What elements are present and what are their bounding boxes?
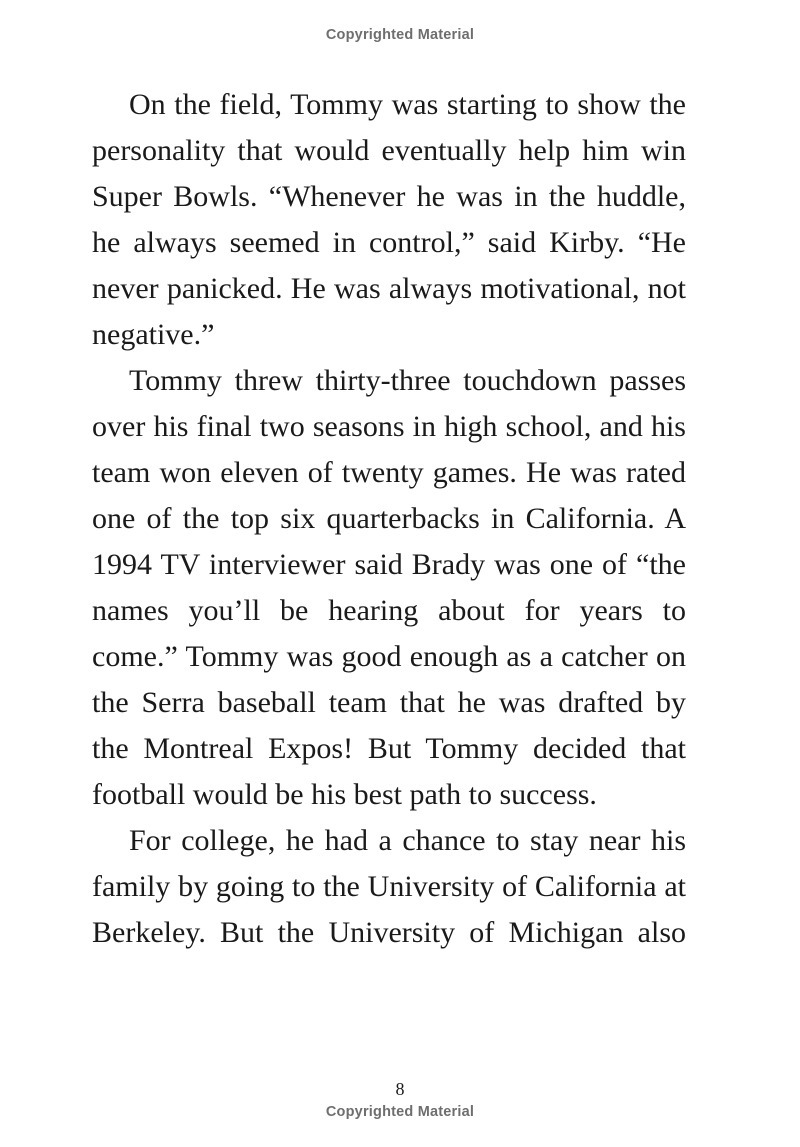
copyright-watermark-top: Copyrighted Material xyxy=(325,27,475,43)
body-text xyxy=(92,82,686,956)
page-number: 8 xyxy=(395,1079,405,1099)
paragraph: For college, he had a chance to stay near his family by going to the University of California at Berkeley. But the University of Michigan also xyxy=(92,824,686,949)
copyright-watermark-bottom: Copyrighted Material xyxy=(325,1104,475,1120)
paragraph: Tommy threw thirty-three touchdown passes over his final two seasons in high school, and his team won eleven of twenty games. He was rated one of the top six quarterbacks in California. A 1994 TV interviewer said Brady was one of “the names you’ll be hearing about for years to come.” Tommy was good enough as a catcher on the Serra baseball team that he was drafted by the Montreal Expos! But Tommy decided that football would be his best path to success. xyxy=(92,364,686,811)
paragraph: On the field, Tommy was starting to show the personality that would eventually help him win Super Bowls. “Whenever he was in the huddle, he always seemed in control,” said Kirby. “He never panicked. He was always motivational, not negative.” xyxy=(92,88,686,351)
